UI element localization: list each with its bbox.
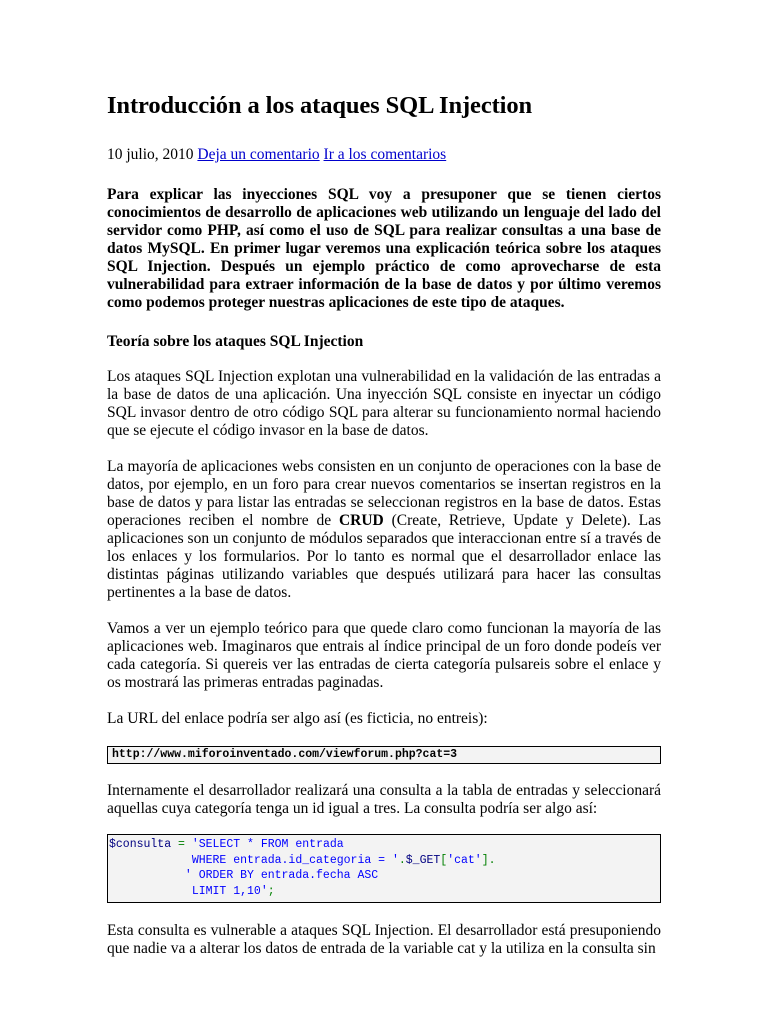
paragraph-6: Esta consulta es vulnerable a ataques SQL Injection. El desarrollador está presuponiendo que nadie va a alterar los datos de entrada de la variable cat y la utiliza en la consulta sin [107, 922, 661, 957]
sql-code-box [107, 834, 661, 903]
code-string-4: LIMIT 1,10' [109, 884, 268, 898]
code-concat-2: . [488, 853, 496, 867]
section-heading: Teoría sobre los ataques SQL Injection [107, 333, 364, 350]
article-title: Introducción a los ataques SQL Injection [107, 92, 533, 119]
paragraph-1: Los ataques SQL Injection explotan una vulnerabilidad en la validación de las entradas a la base de datos de una aplicación. Una inyección SQL consiste en inyectar un código SQL invasor dentro de otro código SQL para alterar su funcionamiento normal haciendo que se ejecute el código invasor en la base de datos. [107, 368, 661, 439]
code-bracket-close: ] [481, 853, 489, 867]
intro-paragraph: Para explicar las inyecciones SQL voy a presuponer que se tienen ciertos conocimientos de desarrollo de aplicaciones web utilizando un lenguaje del lado del servidor como PHP, así como el uso de SQL para realizar consultas a una base de datos MySQL. En primer lugar veremos una explicación teórica sobre los ataques SQL Injection. Después un ejemplo práctico de como aprovecharse de esta vulnerabilidad para extraer información de la base de datos y por último veremos como podemos proteger nuestras aplicaciones de este tipo de ataques. [107, 186, 661, 311]
code-assign: = [171, 838, 192, 851]
crud-term: CRUD [338, 512, 384, 529]
paragraph-2-text-a: La mayoría de aplicaciones webs consisten en un conjunto de operaciones con la base de datos, por ejemplo, en un foro para crear nuevos comentarios se insertan registros en la base de datos y para listar las entradas se seleccionan registros en la base de datos. Estas operaciones reciben el nombre de [107, 458, 661, 529]
paragraph-3: Vamos a ver un ejemplo teórico para que quede claro como funcionan la mayoría de las aplicaciones web. Imaginaros que entrais al índice principal de un foro donde podeís ver cada categoría. Si quereis ver las entradas de cierta categoría pulsareis sobre el enlace y os mostrará las primeras entradas paginadas. [107, 620, 661, 691]
leave-comment-link[interactable]: Deja un comentario [197, 146, 320, 163]
go-to-comments-link[interactable]: Ir a los comentarios [323, 146, 447, 163]
paragraph-2 [107, 458, 661, 602]
code-string-2: WHERE entrada.id_categoria = ' [109, 853, 399, 867]
code-key: 'cat' [447, 853, 482, 867]
code-get: $_GET [405, 853, 441, 867]
code-string-3: ' ORDER BY entrada.fecha ASC [109, 869, 379, 882]
paragraph-4: La URL del enlace podría ser algo así (es ficticia, no entreis): [107, 710, 488, 727]
url-code-box: http://www.miforoinventado.com/viewforum.php?cat=3 [107, 746, 661, 764]
article-date: 10 julio, 2010 [107, 146, 194, 163]
code-semicolon: ; [267, 884, 275, 898]
code-string-1: 'SELECT * FROM entrada [191, 838, 344, 851]
paragraph-5: Internamente el desarrollador realizará una consulta a la tabla de entradas y seleccionará aquellas cuya categoría tenga un id igual a tres. La consulta podría ser algo así: [107, 782, 661, 817]
code-concat-1: . [398, 853, 406, 867]
article-meta [107, 145, 661, 165]
code-var: $consulta [109, 838, 172, 851]
code-bracket-open: [ [440, 853, 448, 867]
paragraph-2-text-b: (Create, Retrieve, Update y Delete). Las aplicaciones son un conjunto de módulos separados que interaccionan entre sí a través de los enlaces y los formularios. Por lo tanto es normal que el desarrollador enlace las distintas páginas utilizando variables que después utilizará para hacer las consultas pertinentes a la base de datos. [107, 512, 661, 601]
